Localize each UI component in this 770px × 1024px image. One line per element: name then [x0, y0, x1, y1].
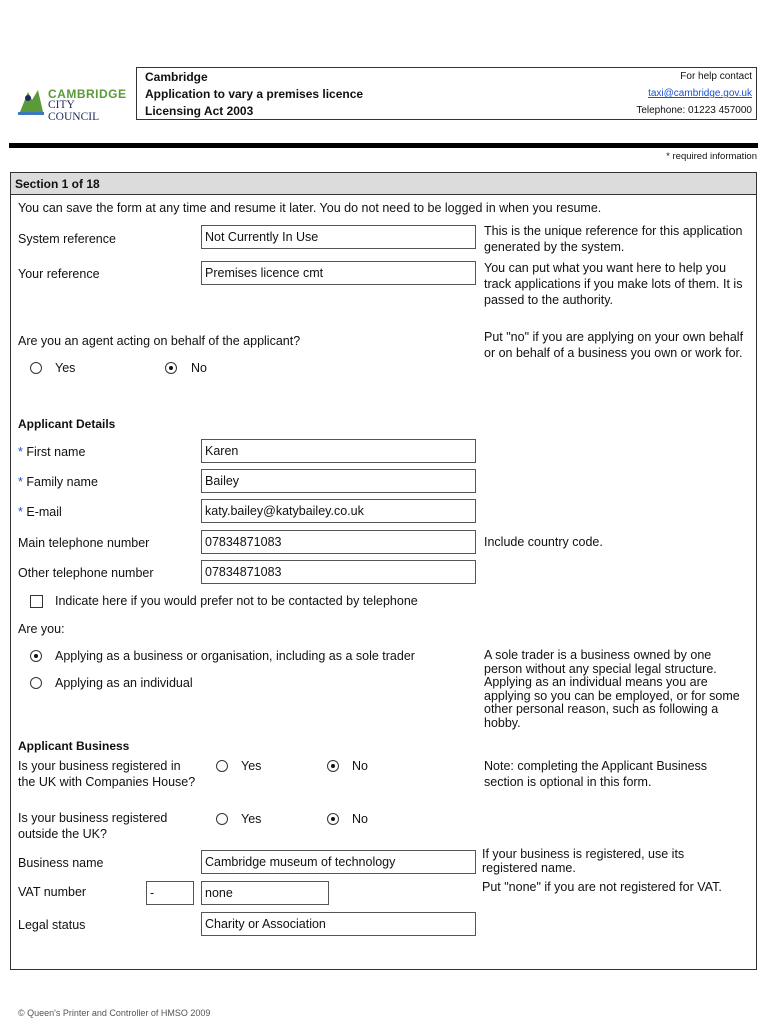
- are-you-help: A sole trader is a business owned by one person without any special legal structure. Applying as an individual means you are applying so you can be employed, or for some other personal reason, such as following a hobby.: [484, 648, 740, 730]
- section-title-bar: [11, 173, 756, 195]
- legal-status-label: Legal status: [18, 918, 86, 932]
- your-reference-help: You can put what you want here to help you track applications if you make lots of them. It is passed to the authority.: [484, 261, 743, 307]
- council-logo: [14, 84, 127, 123]
- logo-mark-icon: [16, 86, 46, 116]
- agent-help: Put "no" if you are applying on your own behalf or on behalf of a business you own or work for.: [484, 330, 744, 360]
- logo-text-line2: CITY COUNCIL: [48, 99, 100, 123]
- business-name-help: If your business is registered, use its registered name.: [482, 847, 685, 875]
- vat-number-field[interactable]: none: [201, 881, 329, 905]
- uk-registered-question: Is your business registered in the UK with Companies House?: [18, 759, 196, 789]
- main-phone-label: Main telephone number: [18, 536, 150, 550]
- business-name-label: Business name: [18, 856, 104, 870]
- outside-uk-question: Is your business registered outside the UK?: [18, 811, 168, 841]
- main-phone-help: Include country code.: [484, 535, 603, 549]
- form-title-line2: Application to vary a premises licence: [145, 87, 364, 101]
- section-intro: You can save the form at any time and resume it later. You do not need to be logged in when you resume.: [18, 201, 602, 215]
- outside-yes-label: Yes: [241, 812, 262, 826]
- uk-yes-label: Yes: [241, 759, 262, 773]
- applicant-details-heading: Applicant Details: [18, 417, 116, 431]
- vat-label: VAT number: [18, 885, 87, 899]
- section-title: Section 1 of 18: [15, 177, 100, 191]
- outside-yes-radio[interactable]: [216, 813, 228, 825]
- header-box: [136, 67, 757, 120]
- required-marker: *: [18, 475, 23, 489]
- family-name-field[interactable]: Bailey: [201, 469, 476, 493]
- system-reference-help: This is the unique reference for this application generated by the system.: [484, 224, 743, 254]
- uk-no-radio[interactable]: [327, 760, 339, 772]
- applicant-business-heading: Applicant Business: [18, 739, 130, 753]
- are-you-label: Are you:: [18, 622, 65, 636]
- first-name-label: [18, 444, 85, 460]
- business-radio[interactable]: [30, 650, 42, 662]
- agent-no-radio[interactable]: [165, 362, 177, 374]
- system-reference-label: System reference: [18, 232, 116, 246]
- other-phone-field[interactable]: 07834871083: [201, 560, 476, 584]
- business-name-field[interactable]: Cambridge museum of technology: [201, 850, 476, 874]
- form-title-line3: Licensing Act 2003: [145, 104, 254, 118]
- system-reference-field[interactable]: Not Currently In Use: [201, 225, 476, 249]
- first-name-text: First name: [26, 445, 86, 459]
- vat-help: Put "none" if you are not registered for VAT.: [482, 880, 722, 894]
- uk-yes-radio[interactable]: [216, 760, 228, 772]
- no-contact-checkbox[interactable]: [30, 595, 43, 608]
- email-text: E-mail: [26, 505, 62, 519]
- email-label: [18, 504, 62, 520]
- outside-no-radio[interactable]: [327, 813, 339, 825]
- agent-yes-label: Yes: [55, 361, 76, 375]
- outside-no-label: No: [352, 812, 368, 826]
- family-name-text: Family name: [26, 475, 98, 489]
- vat-prefix-field[interactable]: -: [146, 881, 194, 905]
- uk-registered-help: Note: completing the Applicant Business section is optional in this form.: [484, 759, 708, 789]
- no-contact-label: Indicate here if you would prefer not to be contacted by telephone: [55, 594, 418, 608]
- required-marker: *: [18, 505, 23, 519]
- agent-question: Are you an agent acting on behalf of the applicant?: [18, 334, 301, 348]
- help-email-link[interactable]: taxi@cambridge.gov.uk: [648, 88, 752, 99]
- logo-text-line1: CAMBRIDGE: [48, 87, 127, 101]
- your-reference-field[interactable]: Premises licence cmt: [201, 261, 476, 285]
- business-option-label: Applying as a business or organisation, including as a sole trader: [55, 649, 415, 663]
- help-contact-label: For help contact: [680, 71, 752, 82]
- help-phone: Telephone: 01223 457000: [636, 105, 752, 116]
- other-phone-label: Other telephone number: [18, 566, 154, 580]
- family-name-label: [18, 474, 98, 490]
- individual-option-label: Applying as an individual: [55, 676, 193, 690]
- header-divider: [9, 143, 758, 148]
- uk-no-label: No: [352, 759, 368, 773]
- legal-status-field[interactable]: Charity or Association: [201, 912, 476, 936]
- main-phone-field[interactable]: 07834871083: [201, 530, 476, 554]
- first-name-field[interactable]: Karen: [201, 439, 476, 463]
- required-marker: *: [18, 445, 23, 459]
- email-field[interactable]: katy.bailey@katybailey.co.uk: [201, 499, 476, 523]
- your-reference-label: Your reference: [18, 267, 100, 281]
- agent-yes-radio[interactable]: [30, 362, 42, 374]
- agent-no-label: No: [191, 361, 207, 375]
- individual-radio[interactable]: [30, 677, 42, 689]
- required-note: * required information: [666, 151, 757, 162]
- form-title-line1: Cambridge: [145, 70, 208, 84]
- copyright: © Queen's Printer and Controller of HMSO 2009: [18, 1008, 211, 1018]
